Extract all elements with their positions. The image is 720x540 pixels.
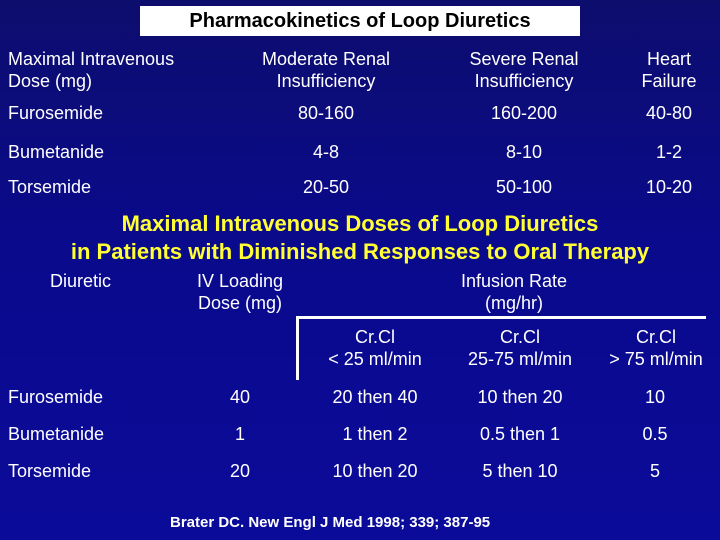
table1-cell: 20-50 [302, 177, 350, 197]
table1-cell: 40-80 [645, 103, 693, 123]
subtitle-line2: in Patients with Diminished Responses to Oral Therapy [70, 239, 650, 264]
citation: Brater DC. New Engl J Med 1998; 339; 387-95 [170, 514, 491, 531]
table2-divider-horizontal [296, 316, 706, 319]
table1-cell: 8-10 [505, 142, 543, 162]
table1-header-heart [624, 48, 714, 92]
table1-header-dose [8, 48, 174, 92]
table2-cell: 10 then 20 [477, 387, 563, 407]
table1-header-dose-text: Maximal Intravenous Dose (mg) [8, 49, 175, 91]
table2-header-loading-line2: Dose (mg) [197, 293, 282, 313]
table1-row-drug: Furosemide [8, 103, 104, 123]
table2-header-diuretic: Diuretic [50, 271, 112, 291]
slide-title-text: Pharmacokinetics of Loop Diuretics [189, 9, 531, 32]
table1-header-severe-text: Severe Renal Insufficiency [469, 49, 579, 91]
table2-subheader-mid [452, 326, 588, 370]
table2-cell: 5 [649, 461, 660, 481]
subtitle [0, 210, 720, 266]
table2-subheader-mid-b: 25-75 ml/min [467, 349, 573, 369]
table1-header-moderate [246, 48, 406, 92]
table1-header-moderate-text: Moderate Renal Insufficiency [261, 49, 391, 91]
table2-header-loading-line1: IV Loading [196, 271, 284, 291]
table2-row-drug: Furosemide [8, 387, 104, 407]
table2-header-infusion-line2: (mg/hr) [485, 293, 543, 313]
table2-row-drug: Bumetanide [8, 424, 105, 444]
table2-cell: 40 [229, 387, 251, 407]
slide-title [140, 6, 580, 36]
table2-cell: 10 [644, 387, 666, 407]
table1-row-drug: Torsemide [8, 177, 92, 197]
table2-cell: 20 then 40 [332, 387, 418, 407]
table2-cell: 5 then 10 [482, 461, 558, 481]
table2-cell: 1 [234, 424, 245, 444]
table1-cell: 10-20 [645, 177, 693, 197]
table1-header-heart-text: Heart Failure [641, 49, 697, 91]
table2-subheader-high-a: Cr.Cl [636, 327, 676, 347]
table1-cell: 80-160 [297, 103, 355, 123]
subtitle-line1: Maximal Intravenous Doses of Loop Diuretics [121, 211, 599, 236]
table1-cell: 1-2 [655, 142, 682, 162]
table2-cell: 0.5 [642, 424, 668, 444]
table2-subheader-mid-a: Cr.Cl [500, 327, 540, 347]
table1-cell: 160-200 [490, 103, 558, 123]
table2-header-loading [170, 270, 310, 314]
table2-divider-vertical [296, 318, 299, 380]
table2-subheader-low-a: Cr.Cl [355, 327, 395, 347]
table2-cell: 10 then 20 [332, 461, 418, 481]
table2-header-infusion [434, 270, 594, 314]
table1-row-drug: Bumetanide [8, 142, 105, 162]
table2-subheader-low [310, 326, 440, 370]
table2-cell: 0.5 then 1 [479, 424, 561, 444]
table2-row-drug: Torsemide [8, 461, 92, 481]
table1-cell: 50-100 [495, 177, 553, 197]
table1-header-severe [444, 48, 604, 92]
table2-cell: 1 then 2 [342, 424, 408, 444]
table2-header-infusion-line1: Infusion Rate [460, 271, 568, 291]
table2-cell: 20 [229, 461, 251, 481]
table1-cell: 4-8 [312, 142, 339, 162]
table2-subheader-low-b: < 25 ml/min [328, 349, 422, 369]
table2-subheader-high-b: > 75 ml/min [609, 349, 703, 369]
table2-subheader-high [596, 326, 716, 370]
